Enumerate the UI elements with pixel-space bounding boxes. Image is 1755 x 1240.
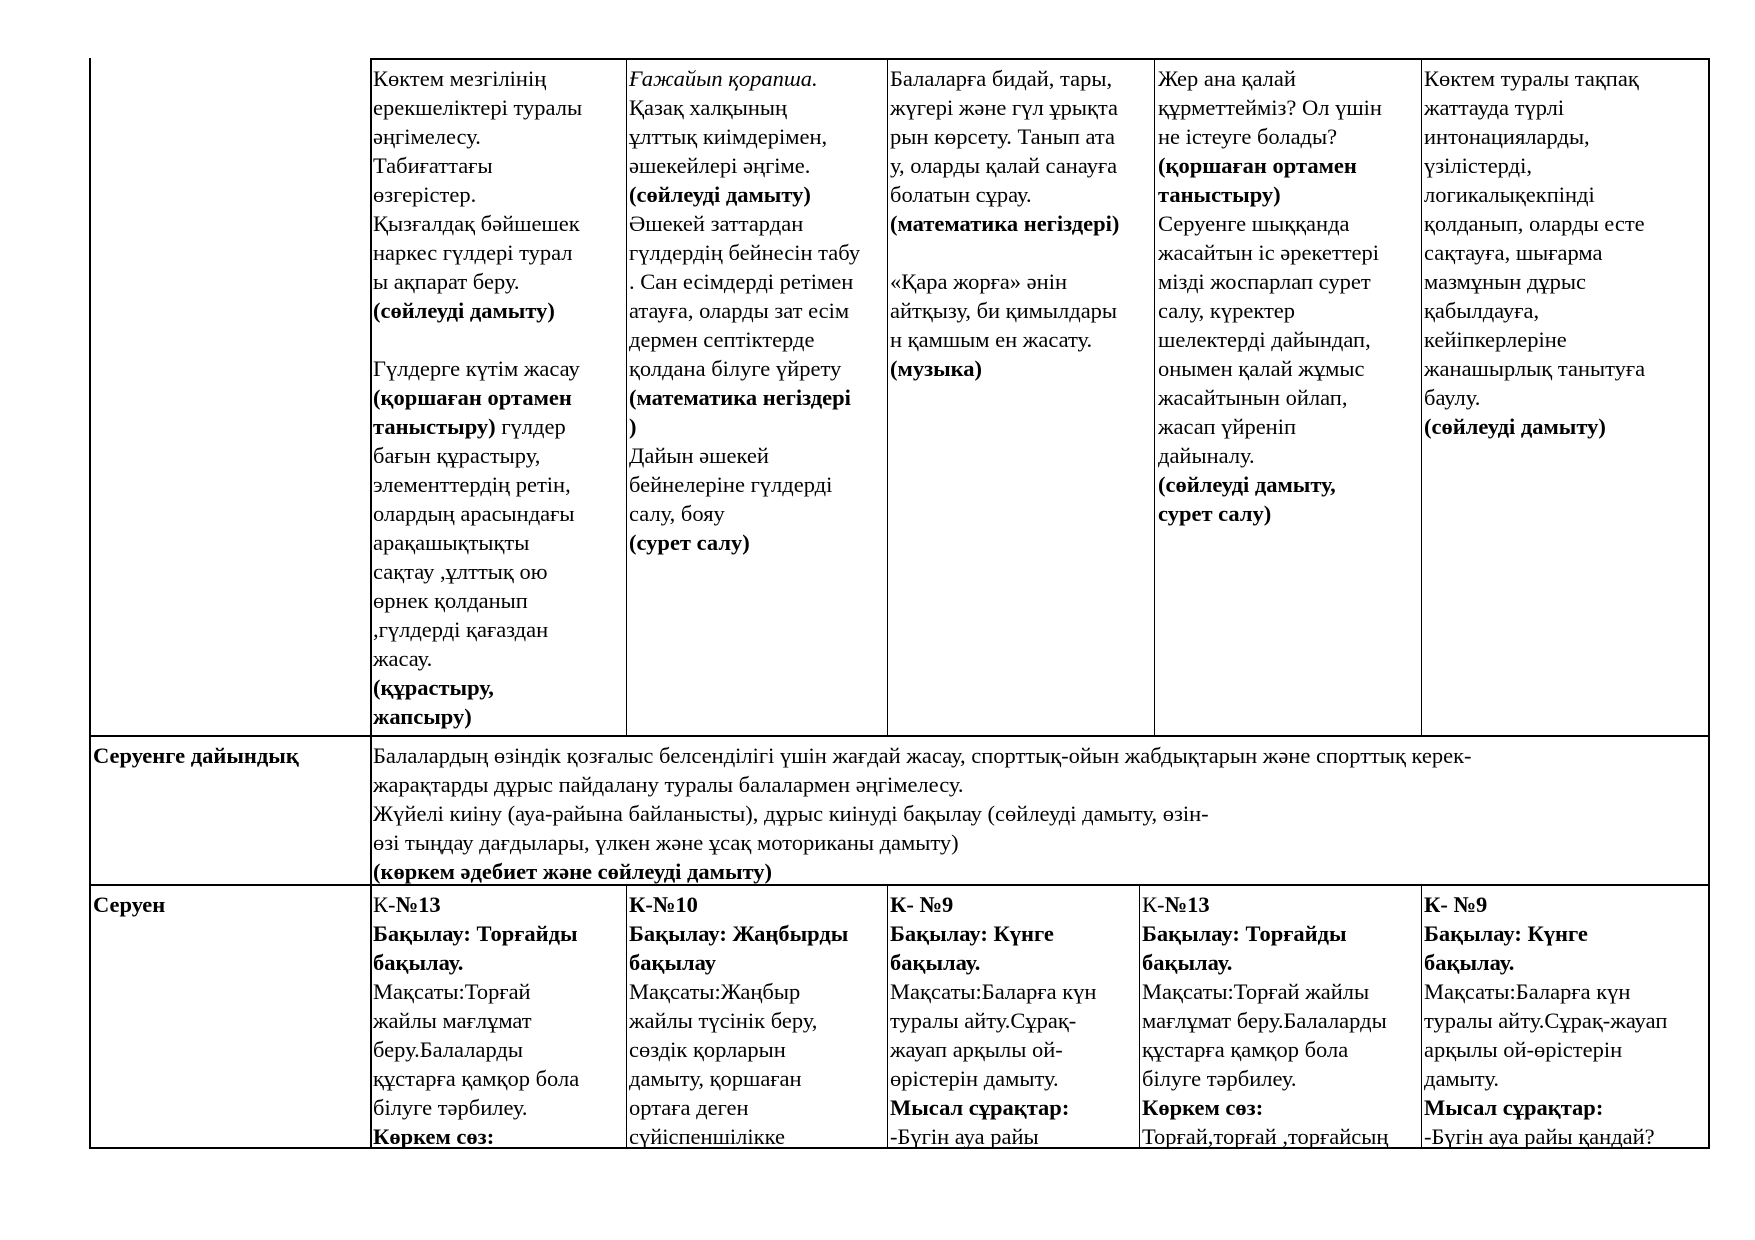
text-line: өзі тыңдау дағдылары, үлкен және ұсақ моториканы дамыту) <box>373 830 959 855</box>
text-line: ортаға деген <box>629 1095 749 1120</box>
text-line: үзілістерді, <box>1424 153 1532 178</box>
text-line: Серуенге шыққанда <box>1158 211 1350 236</box>
text-line: дамыту, қоршаған <box>629 1066 802 1091</box>
text-line: туралы айту.Сұрақ- <box>890 1008 1077 1033</box>
text-line: Жүйелі киіну (ауа-райына байланысты), дұрыс киінуді бақылау (сөйлеуді дамыту, өзін- <box>373 801 1209 826</box>
card-no: №13 <box>1164 892 1210 917</box>
text-line: Мақсаты:Баларға күн <box>1424 979 1631 1004</box>
subject-tag: (сурет салу) <box>629 530 750 555</box>
text-line: қабылдауға, <box>1424 298 1540 323</box>
observation-title: Бақылау: Күнге <box>890 921 1054 946</box>
text-line: салу, бояу <box>629 501 725 526</box>
subject-tag: (құрастыру, <box>373 675 494 700</box>
subject-tag: (музыка) <box>890 356 983 381</box>
table-line <box>1154 58 1155 736</box>
subject-tag: таныстыру) <box>1158 182 1281 207</box>
table-line <box>370 58 1709 60</box>
subject-tag: ) <box>629 414 637 439</box>
text-line: не істеуге болады? <box>1158 124 1338 149</box>
text-line: Дайын әшекей <box>629 443 769 468</box>
subject-tag: жапсыру) <box>373 704 472 729</box>
walk-cell-3 <box>890 890 1096 1151</box>
card-number <box>373 890 579 919</box>
text-line: Жер ана қалай <box>1158 66 1296 91</box>
subject-tag: (математика негіздері <box>629 385 851 410</box>
subject-tag: (сөйлеуді дамыту) <box>373 298 555 323</box>
text-line: ы ақпарат беру. <box>373 269 520 294</box>
section-heading: Көркем сөз: <box>373 1124 495 1149</box>
text-line: сақтауға, шығарма <box>1424 240 1603 265</box>
section-heading: Мысал сұрақтар: <box>1424 1095 1604 1120</box>
text-line: жарақтарды дұрыс пайдалану туралы балалармен әңгімелесу. <box>373 772 964 797</box>
text-line: дермен септіктерде <box>629 327 815 352</box>
text-line: «Қара жорға» әнін <box>890 269 1068 294</box>
subject-tag: (сөйлеуді дамыту) <box>629 182 811 207</box>
text-line: өрістерін дамыту. <box>890 1066 1059 1091</box>
text-line: -Бүгін ауа райы қандай? <box>1424 1124 1655 1149</box>
text-line: ,гүлдерді қағаздан <box>373 617 549 642</box>
observation-title: бақылау <box>629 950 717 975</box>
text-line: . Сан есімдерді ретімен <box>629 269 854 294</box>
text-line <box>373 412 582 441</box>
text-line: жайлы түсінік беру, <box>629 1008 818 1033</box>
text-line: білуге тәрбилеу. <box>1142 1066 1297 1091</box>
text-line: -Бүгін ауа райы <box>890 1124 1039 1149</box>
text-line: элементтердің ретін, <box>373 472 571 497</box>
activity-cell-2 <box>629 64 860 557</box>
prep-cell <box>373 741 1472 886</box>
text-line: жүгері және гүл ұрықта <box>890 95 1118 120</box>
section-heading: Мысал сұрақтар: <box>890 1095 1070 1120</box>
subject-tag: сурет салу) <box>1158 501 1272 526</box>
text-line <box>373 325 582 354</box>
observation-title: Бақылау: Күнге <box>1424 921 1588 946</box>
subject-tag: (сөйлеуді дамыту) <box>1424 414 1606 439</box>
observation-title: Бақылау: Торғайды <box>373 921 578 946</box>
text-line: Торғай,торғай ,торғайсың <box>1142 1124 1389 1149</box>
text-fragment: гүлдер <box>495 414 566 439</box>
card-number: К-№10 <box>629 892 698 917</box>
text-line: Әшекей заттардан <box>629 211 804 236</box>
text-line: н қамшым ен жасату. <box>890 327 1093 352</box>
text-line: наркес гүлдері турал <box>373 240 573 265</box>
table-line <box>1708 58 1710 1149</box>
text-line: жауап арқылы ой- <box>890 1037 1063 1062</box>
text-line: құстарға қамқор бола <box>373 1066 580 1091</box>
text-line: бейнелеріне гүлдерді <box>629 472 833 497</box>
text-line: атауға, оларды зат есім <box>629 298 850 323</box>
observation-title: бақылау. <box>1424 950 1515 975</box>
text-line: Қызғалдақ бәйшешек <box>373 211 580 236</box>
text-line: бағын құрастыру, <box>373 443 541 468</box>
text-line: у, оларды қалай санауға <box>890 153 1118 178</box>
text-line: жасайтын іс әрекеттері <box>1158 240 1380 265</box>
text-line: құстарға қамқор бола <box>1142 1037 1349 1062</box>
table-line <box>626 58 627 736</box>
text-line: сүйіспеншілікке <box>629 1124 785 1149</box>
text-line: ұлттық киімдерімен, <box>629 124 828 149</box>
card-number <box>1142 890 1388 919</box>
text-line: Мақсаты:Жаңбыр <box>629 979 801 1004</box>
text-line: жанашырлық танытуға <box>1424 356 1646 381</box>
text-line: дамыту. <box>1424 1066 1499 1091</box>
table-line <box>626 885 627 1148</box>
walk-cell-1 <box>373 890 579 1151</box>
text-line: өзгерістер. <box>373 182 477 207</box>
text-line: арақашықтықты <box>373 530 530 555</box>
table-line <box>370 58 372 1149</box>
text-line: жасау. <box>373 646 433 671</box>
text-line: Көктем мезгілінің <box>373 66 547 91</box>
walk-cell-5 <box>1424 890 1667 1151</box>
table-line <box>1139 885 1140 1148</box>
table-line <box>1421 58 1422 736</box>
observation-title: Бақылау: Жаңбырды <box>629 921 849 946</box>
text-line: арқылы ой-өрістерін <box>1424 1037 1623 1062</box>
subject-tag: (көркем әдебиет және сөйлеуді дамыту) <box>373 859 773 884</box>
text-line: сөздік қорларын <box>629 1037 786 1062</box>
text-line: өрнек қолданып <box>373 588 528 613</box>
subject-tag: (қоршаған ортамен <box>1158 153 1357 178</box>
text-line: жасап үйреніп <box>1158 414 1297 439</box>
activity-cell-5 <box>1424 64 1645 441</box>
text-line: жайлы мағлұмат <box>373 1008 532 1033</box>
activity-cell-1 <box>373 64 582 731</box>
text-line: болатын сұрау. <box>890 182 1032 207</box>
table-line <box>89 58 91 1149</box>
text-line: Мақсаты:Баларға күн <box>890 979 1097 1004</box>
observation-title: Бақылау: Торғайды <box>1142 921 1347 946</box>
text-line: олардың арасындағы <box>373 501 575 526</box>
text-line: шелектерді дайындап, <box>1158 327 1371 352</box>
text-line: кейіпкерлеріне <box>1424 327 1567 352</box>
text-line: баулу. <box>1424 385 1481 410</box>
table-line <box>887 885 888 1148</box>
subject-tag: (математика негіздері) <box>890 211 1120 236</box>
text-line: Гүлдерге күтім жасау <box>373 356 580 381</box>
row-label-walk: Серуен <box>93 892 166 917</box>
text-line: Балалардың өзіндік қозғалыс белсенділігі үшін жағдай жасау, спорттық-ойын жабдықтарын және спорттық керек- <box>373 743 1472 768</box>
text-line: мазмұнын дұрыс <box>1424 269 1587 294</box>
walk-cell-2 <box>629 890 848 1151</box>
text-line: қолдана білуге үйрету <box>629 356 842 381</box>
text-line: мағлұмат беру.Балаларды <box>1142 1008 1387 1033</box>
row-label-prep: Серуенге дайындық <box>93 743 299 768</box>
section-heading: Көркем сөз: <box>1142 1095 1264 1120</box>
activity-title: Ғажайып қорапша. <box>629 66 818 91</box>
subject-tag: таныстыру) <box>373 414 496 439</box>
text-line: рын көрсету. Танып ата <box>890 124 1115 149</box>
walk-cell-4 <box>1142 890 1388 1151</box>
text-line: Мақсаты:Торғай жайлы <box>1142 979 1370 1004</box>
text-line: білуге тәрбилеу. <box>373 1095 528 1120</box>
text-line: жаттауда түрлі <box>1424 95 1565 120</box>
text-line: онымен қалай жұмыс <box>1158 356 1365 381</box>
text-line: құрметтейміз? Ол үшін <box>1158 95 1382 120</box>
card-prefix: К- <box>1142 892 1165 917</box>
text-line: Көктем туралы тақпақ <box>1424 66 1639 91</box>
card-number: К- №9 <box>1424 892 1488 917</box>
text-line: мізді жоспарлап сурет <box>1158 269 1371 294</box>
text-line: Балаларға бидай, тары, <box>890 66 1113 91</box>
text-line: айтқызу, би қимылдары <box>890 298 1118 323</box>
observation-title: бақылау. <box>890 950 981 975</box>
observation-title: бақылау. <box>1142 950 1233 975</box>
text-line: интонацияларды, <box>1424 124 1590 149</box>
text-line: әңгімелесу. <box>373 124 481 149</box>
text-line: ерекшеліктері туралы <box>373 95 583 120</box>
text-line: беру.Балаларды <box>373 1037 523 1062</box>
text-line: әшекейлері әңгіме. <box>629 153 811 178</box>
text-line: дайыналу. <box>1158 443 1255 468</box>
subject-tag: (қоршаған ортамен <box>373 385 572 410</box>
card-prefix: К- <box>373 892 396 917</box>
table-line <box>89 735 1709 737</box>
text-line <box>890 238 1119 267</box>
text-line: Мақсаты:Торғай <box>373 979 531 1004</box>
card-number: К- №9 <box>890 892 954 917</box>
activity-cell-3 <box>890 64 1119 383</box>
text-line: логикалықекпінді <box>1424 182 1595 207</box>
subject-tag: (сөйлеуді дамыту, <box>1158 472 1336 497</box>
text-line: Қазақ халқының <box>629 95 788 120</box>
activity-cell-4 <box>1158 64 1382 528</box>
table-line <box>1421 885 1422 1148</box>
text-line: Табиғаттағы <box>373 153 493 178</box>
table-line <box>887 58 888 736</box>
text-line: салу, күректер <box>1158 298 1296 323</box>
observation-title: бақылау. <box>373 950 464 975</box>
text-line: жасайтынын ойлап, <box>1158 385 1348 410</box>
text-line: туралы айту.Сұрақ-жауап <box>1424 1008 1668 1033</box>
text-line: қолданып, оларды есте <box>1424 211 1645 236</box>
text-line: гүлдердің бейнесін табу <box>629 240 861 265</box>
text-line: сақтау ,ұлттық ою <box>373 559 548 584</box>
card-no: №13 <box>395 892 441 917</box>
